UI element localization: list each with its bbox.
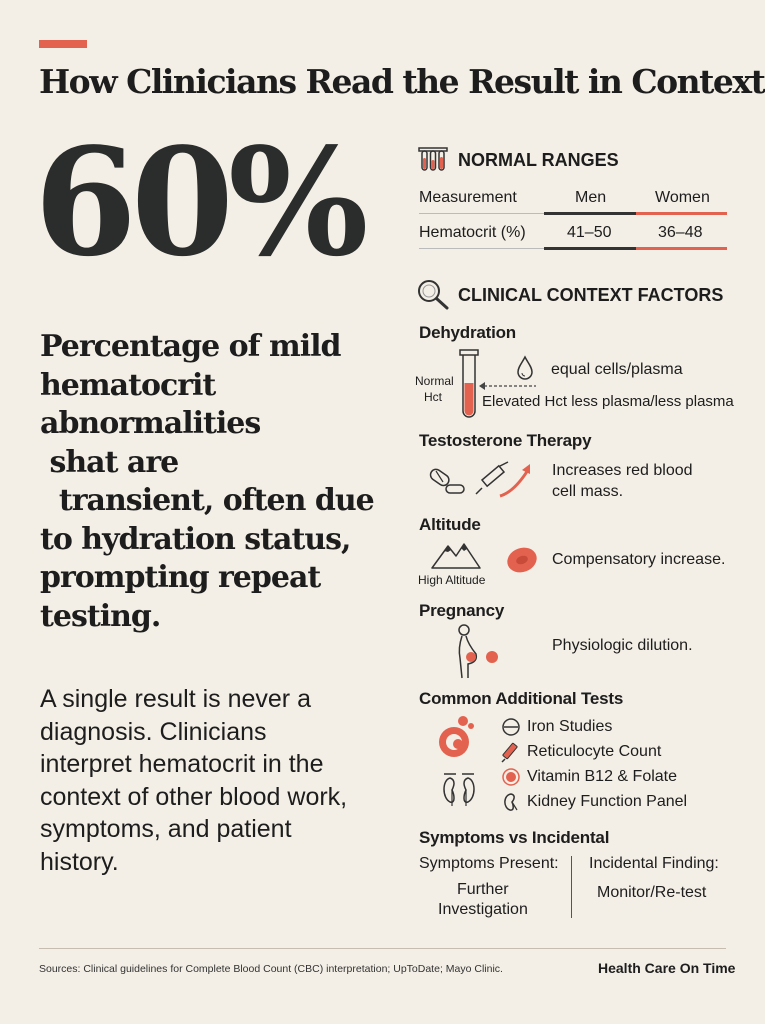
magnifier-icon: [416, 278, 450, 310]
normal-label: Normal: [415, 374, 454, 388]
body-line: context of other blood work,: [40, 782, 348, 811]
women-column-rule: [636, 247, 727, 250]
testosterone-line-2: cell mass.: [552, 483, 624, 500]
symptoms-further: Further: [457, 881, 509, 898]
big-stat-value: 60%: [34, 115, 363, 289]
iron-studies-icon: [501, 717, 521, 737]
body-line: diagnosis. Clinicians: [40, 717, 267, 746]
context-heading: CLINICAL CONTEXT FACTORS: [458, 285, 724, 305]
pills-icon: [428, 466, 466, 496]
col-men: Men: [575, 189, 607, 206]
syringe-icon: [472, 458, 534, 498]
body-paragraph: [40, 683, 380, 879]
test-tubes-icon: [418, 145, 448, 173]
col-women: Women: [655, 189, 710, 206]
arrow-left-icon: [478, 380, 538, 392]
altitude-title: Altitude: [419, 515, 481, 534]
stat-desc-line: testing.: [40, 598, 161, 634]
symptoms-present-head: Symptoms Present:: [419, 855, 559, 872]
accent-bar: [39, 40, 87, 48]
stat-desc-line: transient, often due: [40, 483, 374, 518]
testosterone-line-1: Increases red blood: [552, 462, 693, 479]
table-rule: [419, 213, 544, 214]
men-value: 41–50: [567, 224, 612, 241]
stat-desc-line: Percentage of mild: [40, 329, 341, 364]
body-line: history.: [40, 847, 119, 876]
test-item-kidney: Kidney Function Panel: [527, 793, 688, 810]
hct-label: Hct: [424, 390, 442, 404]
elevated-hct-label: Elevated Hct less plasma/less plasma: [482, 393, 734, 410]
tests-title: Common Additional Tests: [419, 689, 624, 708]
stat-desc-line: shat are: [40, 444, 179, 480]
testosterone-title: Testosterone Therapy: [419, 431, 592, 450]
stat-desc-line: prompting repeat: [40, 560, 321, 595]
pipette-icon: [501, 741, 521, 763]
stat-desc-line: to hydration status,: [40, 521, 351, 557]
body-line: A single result is never a: [40, 685, 311, 713]
water-drop-icon: [515, 355, 535, 381]
dehydration-title: Dehydration: [419, 323, 516, 342]
incidental-monitor: Monitor/Re-test: [597, 884, 707, 901]
red-blood-cell-icon: [505, 545, 539, 575]
mountain-icon: [430, 538, 482, 570]
men-column-rule: [544, 212, 636, 215]
blood-cells-cluster-icon: [436, 714, 476, 760]
high-altitude-label: High Altitude: [418, 573, 486, 587]
pregnancy-title: Pregnancy: [419, 601, 505, 620]
body-line: interpret hematocrit in the: [40, 750, 324, 779]
page-title: How Clinicians Read the Result in Context: [39, 62, 765, 101]
footer-brand: Health Care On Time: [598, 960, 736, 976]
footer-divider: [39, 948, 726, 949]
normal-ranges-heading: NORMAL RANGES: [458, 150, 619, 170]
altitude-text: Compensatory increase.: [552, 551, 726, 568]
stat-desc-line: hematocrit: [40, 367, 216, 403]
men-column-rule: [544, 247, 636, 250]
test-item-iron: Iron Studies: [527, 718, 613, 735]
pregnant-figure-icon: [450, 622, 504, 682]
women-column-rule: [636, 212, 727, 215]
test-item-reticulocyte: Reticulocyte Count: [527, 743, 662, 760]
table-rule: [419, 248, 544, 249]
test-item-vitamin: Vitamin B12 & Folate: [527, 768, 678, 785]
body-line: symptoms, and patient: [40, 815, 292, 844]
col-measurement: Measurement: [419, 189, 517, 206]
incidental-head: Incidental Finding:: [589, 855, 719, 872]
stat-desc-line: abnormalities: [40, 406, 261, 441]
footer-sources: Sources: Clinical guidelines for Complete Blood Count (CBC) interpretation; UpToDate; Mayo Clinic.: [39, 963, 503, 975]
women-value: 36–48: [658, 224, 703, 241]
symptoms-title: Symptoms vs Incidental: [419, 828, 610, 847]
symptoms-investigation: Investigation: [438, 901, 528, 918]
vitamin-icon: [501, 767, 521, 787]
pregnancy-text: Physiologic dilution.: [552, 637, 693, 654]
equal-cells-label: equal cells/plasma: [551, 361, 683, 378]
kidneys-icon: [440, 772, 478, 808]
stat-description: [40, 328, 395, 636]
kidney-icon: [502, 792, 520, 812]
row-hematocrit-label: Hematocrit (%): [419, 224, 526, 241]
symptoms-divider: [571, 856, 572, 918]
